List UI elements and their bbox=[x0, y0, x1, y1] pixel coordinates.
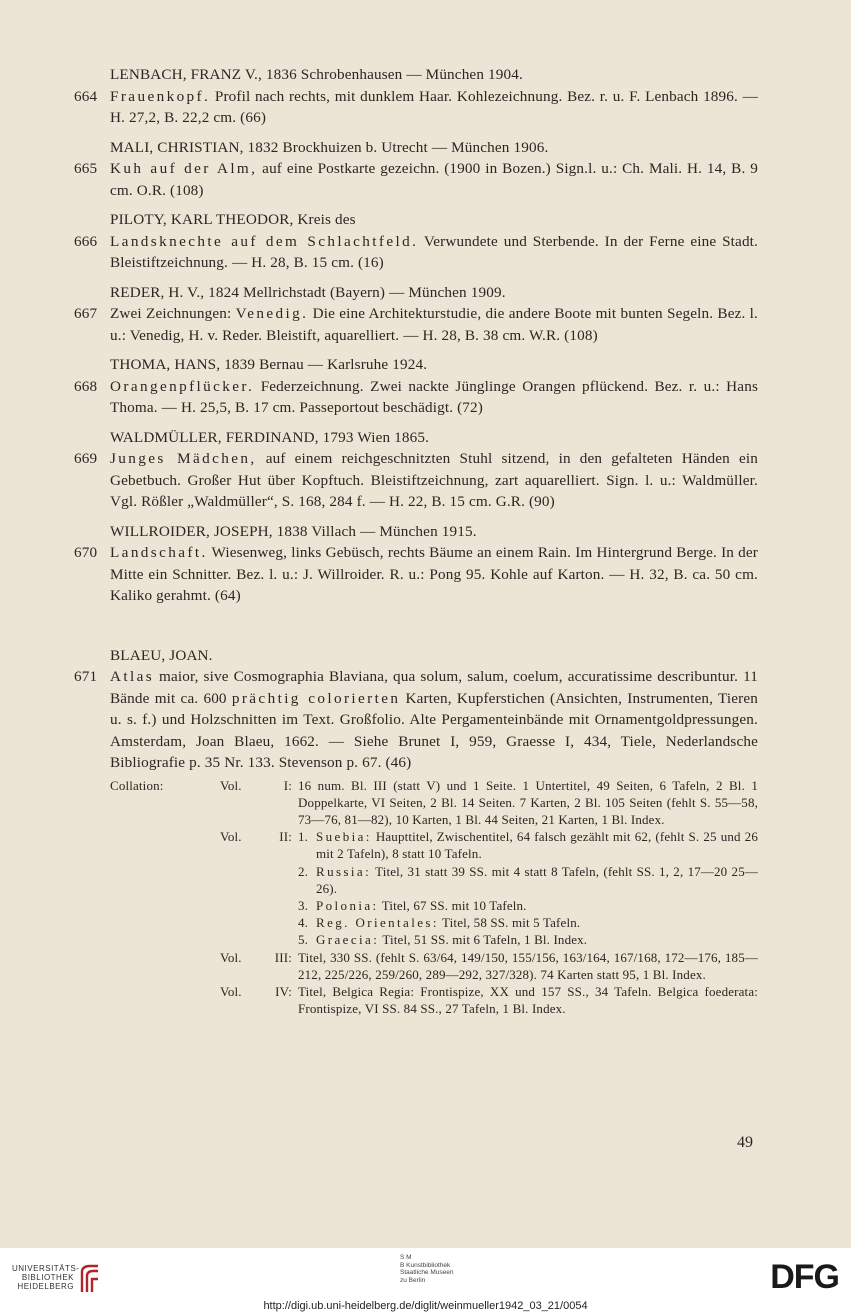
catalog-entry bbox=[74, 376, 758, 419]
source-url-link[interactable]: http://digi.ub.uni-heidelberg.de/diglit/weinmueller1942_03_21/0054 bbox=[263, 1300, 588, 1312]
volume-number: III: bbox=[274, 949, 292, 965]
catalog-entry bbox=[74, 86, 758, 129]
catalog-entry bbox=[74, 303, 758, 346]
artist-heading: WALDMÜLLER, FERDINAND, 1793 Wien 1865. bbox=[110, 428, 430, 446]
entry-text: auf einem reichgeschnitzten Stuhl sitzend, in den gefalteten Händen ein Gebetbuch. Großer Hut über Kopftuch. Bleistiftzeichnung, zart aquarelliert. Sign. l. u.: Waldmüller. Vgl. Rößler „Waldmüller“, S. 168, 284 f. — H. 22, B. 15 cm. G.R. (90) bbox=[110, 450, 758, 510]
volume-number: I: bbox=[283, 777, 292, 793]
entry-number: 664 bbox=[74, 87, 98, 105]
artist-heading: BLAEU, JOAN. bbox=[110, 646, 213, 664]
volume-part: 5. Graecia: Titel, 51 SS. mit 6 Tafeln, 1 Bl. Index. bbox=[298, 932, 588, 948]
entry-number: 668 bbox=[74, 377, 98, 395]
collation-volume-1 bbox=[74, 777, 758, 829]
catalog-entry bbox=[74, 542, 758, 607]
collation-volume-4 bbox=[74, 983, 758, 1017]
entry-number: 665 bbox=[74, 160, 98, 177]
smb-logo-text: S M B Kunstbibliothek Staatliche Museen zu Berlin bbox=[400, 1254, 454, 1284]
entry-number: 671 bbox=[74, 668, 98, 685]
volume-part: 4. Reg. Orientales: Titel, 58 SS. mit 5 Tafeln. bbox=[298, 915, 581, 931]
part-name: Russia: bbox=[316, 863, 372, 879]
university-library-logo-text: UNIVERSITÄTS- BIBLIOTHEK HEIDELBERG bbox=[12, 1264, 80, 1291]
collation-label: Collation: bbox=[110, 777, 164, 793]
part-text: Titel, 51 SS. mit 6 Tafeln, 1 Bl. Index. bbox=[379, 932, 588, 948]
collation-volume-3 bbox=[74, 949, 758, 983]
entry-title: Orangenpflücker. bbox=[110, 377, 255, 395]
volume-label: Vol. bbox=[220, 777, 242, 793]
entry-text: Die eine Architekturstudie, die andere Boote mit bunten Segeln. Bez. l. u.: Venedig, H. v. Reder. Bleistift, aquarelliert. — H. 28, B. 38 cm. W.R. (108) bbox=[110, 305, 758, 344]
artist-heading: MALI, CHRISTIAN, 1832 Brockhuizen b. Utrecht — München 1906. bbox=[110, 138, 549, 156]
entry-title: Kuh auf der Alm, bbox=[110, 160, 258, 177]
collation-block bbox=[74, 777, 758, 1018]
part-name: Graecia: bbox=[316, 932, 380, 948]
volume-text: 16 num. Bl. III (statt V) und 1 Seite. 1 Untertitel, 49 Seiten, 6 Tafeln, 2 Bl. 1 Doppelkarte, VI Seiten, 2 Bl. 14 Seiten. 7 Karten, 2 Bl. 105 Seiten (fehlt S. 55—58, 73—76, 81—82), 10 Karten, 1 Bl. 44 Seiten, 21 Karten, 1 Bl. Index. bbox=[298, 777, 758, 827]
entry-text: Profil nach rechts, mit dunklem Haar. Kohlezeichnung. Bez. r. u. F. Lenbach 1896. — H. 27,2, B. 22,2 cm. (66) bbox=[110, 87, 758, 126]
entry-number: 667 bbox=[74, 305, 98, 322]
entry-text: Wiesenweg, links Gebüsch, rechts Bäume an einem Rain. Im Hintergrund Berge. In der Mitte ein Schnitter. Bez. l. u.: J. Willroider. R. u.: Pong 95. Kohle auf Karton. — H. 32, B. ca. 50 cm. Kaliko gerahmt. (64) bbox=[110, 544, 758, 604]
part-text: Titel, 67 SS. mit 10 Tafeln. bbox=[378, 897, 527, 913]
entry-pre: Zwei Zeichnungen: bbox=[110, 305, 236, 322]
volume-parts bbox=[298, 828, 758, 948]
volume-text: Titel, 330 SS. (fehlt S. 63/64, 149/150, 155/156, 163/164, 167/168, 172—176, 185—212, 225/226, 259/260, 289—292, 327/328). 74 Karten statt 95, 1 Bl. Index. bbox=[298, 949, 758, 982]
university-logo-icon bbox=[78, 1262, 102, 1296]
page-content bbox=[74, 64, 758, 1017]
volume-label: Vol. bbox=[220, 829, 242, 845]
part-name: Reg. Orientales: bbox=[316, 915, 439, 931]
entry-text: auf eine Postkarte gezeichn. (1900 in Bozen.) Sign.l. u.: Ch. Mali. H. 14, B. 9 cm. O.R. (108) bbox=[110, 160, 758, 199]
artist-heading: LENBACH, FRANZ V., 1836 Schrobenhausen — München 1904. bbox=[110, 66, 523, 83]
entry-number: 669 bbox=[74, 450, 98, 467]
volume-part: 1. Suebia: Haupttitel, Zwischentitel, 64 falsch gezählt mit 62, (fehlt S. 25 und 26 mit 2 Tafeln), 8 statt 10 Tafeln. bbox=[298, 829, 758, 862]
entry-number: 670 bbox=[74, 544, 98, 561]
entry-number: 666 bbox=[74, 232, 98, 250]
part-text: Titel, 58 SS. mit 5 Tafeln. bbox=[438, 915, 581, 931]
dfg-logo: DFG bbox=[770, 1258, 839, 1296]
volume-label: Vol. bbox=[220, 949, 242, 965]
part-text: Titel, 31 statt 39 SS. mit 4 statt 8 Tafeln, (fehlt SS. 1, 2, 17—20 25—26). bbox=[316, 863, 758, 896]
entry-text: Federzeichnung. Zwei nackte Jünglinge Orangen pflückend. Bez. r. u.: Hans Thoma. — H. 25,5, B. 17 cm. Passeportout beschädigt. (72) bbox=[110, 377, 758, 416]
catalog-entry bbox=[74, 231, 758, 274]
volume-text: Titel, Belgica Regia: Frontispize, XX und 157 SS., 34 Tafeln. Belgica foederata: Frontispize, VI SS. 84 SS., 27 Tafeln, 1 Bl. Index. bbox=[298, 983, 758, 1017]
entry-title: Junges Mädchen, bbox=[110, 450, 257, 467]
volume-label: Vol. bbox=[220, 983, 242, 999]
catalog-entry bbox=[74, 158, 758, 201]
entry-title: Landsknechte auf dem Schlachtfeld. bbox=[110, 232, 419, 250]
collation-volume-2 bbox=[74, 828, 758, 948]
entry-title: Frauenkopf. bbox=[110, 87, 211, 105]
artist-heading: REDER, H. V., 1824 Mellrichstadt (Bayern) — München 1909. bbox=[110, 283, 506, 301]
digitization-footer bbox=[0, 1248, 851, 1315]
entry-title: Atlas bbox=[110, 668, 155, 685]
artist-heading: THOMA, HANS, 1839 Bernau — Karlsruhe 1924. bbox=[110, 356, 428, 373]
page-number: 49 bbox=[737, 1134, 753, 1151]
volume-number: II: bbox=[279, 829, 292, 845]
volume-part: 3. Polonia: Titel, 67 SS. mit 10 Tafeln. bbox=[298, 897, 527, 913]
part-name: Polonia: bbox=[316, 897, 379, 913]
catalog-entry bbox=[74, 448, 758, 513]
entry-title: Landschaft. bbox=[110, 544, 208, 561]
volume-number: IV: bbox=[275, 983, 292, 999]
artist-heading: PILOTY, KARL THEODOR, Kreis des bbox=[110, 211, 356, 228]
artist-heading: WILLROIDER, JOSEPH, 1838 Villach — München 1915. bbox=[110, 522, 477, 540]
catalog-entry bbox=[74, 666, 758, 774]
entry-text: Karten, Kupferstichen (Ansichten, Instrumenten, Tieren u. s. f.) und Holzschnitten im Text. Großfolio. Alte Pergamenteinbände mit Ornamentgoldpressungen. Amsterdam, Joan Blaeu, 1662. — Siehe Brunet I, 959, Graesse I, 434, Tiele, Nederlandsche Bibliografie p. 35 Nr. 133. Stevenson p. 67. (46) bbox=[110, 689, 758, 771]
entry-text: maior, sive Cosmographia Blaviana, qua solum, salum, coelum, accuratissime describuntur. 11 Bände mit ca. 600 bbox=[110, 668, 758, 707]
part-name: Suebia: bbox=[316, 829, 372, 845]
entry-title: Venedig. bbox=[235, 305, 309, 322]
entry-emphasis: prächtig colorierten bbox=[231, 689, 401, 707]
volume-part: 2. Russia: Titel, 31 statt 39 SS. mit 4 statt 8 Tafeln, (fehlt SS. 1, 2, 17—20 25—26). bbox=[298, 863, 758, 896]
part-text: Haupttitel, Zwischentitel, 64 falsch gezählt mit 62, (fehlt S. 25 und 26 mit 2 Tafeln), 8 statt 10 Tafeln. bbox=[316, 829, 758, 862]
entry-text: Verwundete und Sterbende. In der Ferne eine Stadt. Bleistiftzeichnung. — H. 28, B. 15 cm. (16) bbox=[110, 232, 758, 271]
